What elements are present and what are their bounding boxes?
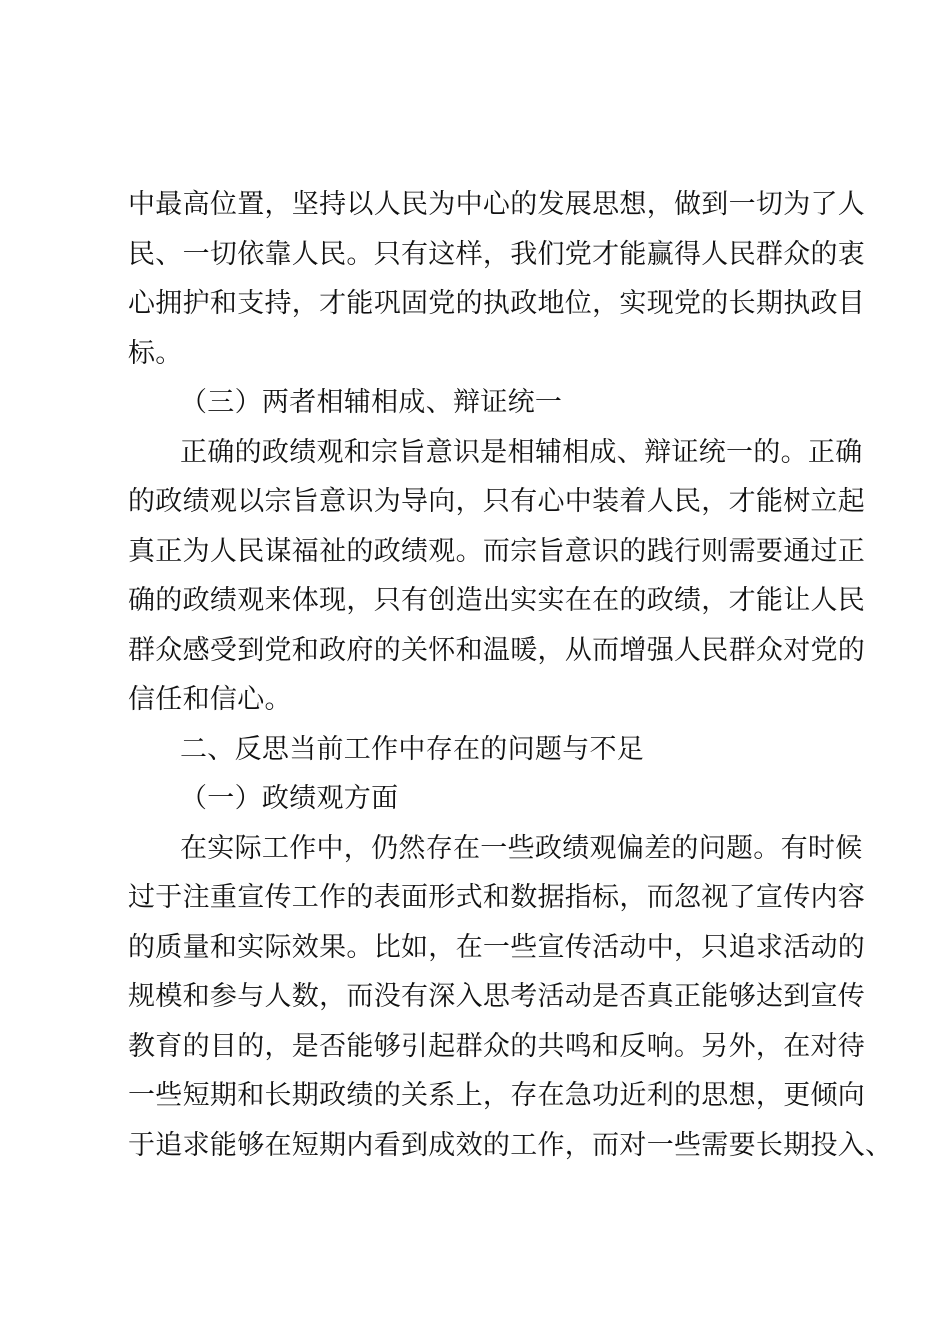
text-line: 规模和参与人数，而没有深入思考活动是否真正能够达到宣传 bbox=[128, 981, 866, 1012]
text-line: 标。 bbox=[128, 337, 183, 369]
text-line: 一些短期和长期政绩的关系上，存在急功近利的思想，更倾向 bbox=[128, 1080, 866, 1111]
text-line: 信任和信心。 bbox=[128, 684, 292, 715]
text-line: 教育的目的，是否能够引起群众的共鸣和反响。另外，在对待 bbox=[128, 1030, 866, 1062]
text-line: 民、一切依靠人民。只有这样，我们党才能赢得人民群众的衷 bbox=[128, 238, 866, 270]
text-line: 心拥护和支持，才能巩固党的执政地位，实现党的长期执政目 bbox=[128, 288, 866, 319]
section-heading: （三）两者相辅相成、辩证统一 bbox=[180, 387, 563, 418]
section-heading: （一）政绩观方面 bbox=[180, 783, 399, 814]
paragraph-start-line: 在实际工作中，仍然存在一些政绩观偏差的问题。有时候 bbox=[180, 832, 863, 864]
text-line: 于追求能够在短期内看到成效的工作，而对一些需要长期投入、 bbox=[128, 1129, 893, 1161]
text-line: 过于注重宣传工作的表面形式和数据指标，而忽视了宣传内容 bbox=[128, 882, 866, 913]
chapter-heading: 二、反思当前工作中存在的问题与不足 bbox=[180, 733, 645, 765]
document-body bbox=[128, 180, 893, 1170]
text-line: 确的政绩观来体现，只有创造出实实在在的政绩，才能让人民 bbox=[128, 585, 866, 616]
paragraph-start-line: 正确的政绩观和宗旨意识是相辅相成、辩证统一的。正确 bbox=[180, 436, 863, 468]
text-line: 的政绩观以宗旨意识为导向，只有心中装着人民，才能树立起 bbox=[128, 486, 866, 517]
text-line: 真正为人民谋福祉的政绩观。而宗旨意识的践行则需要通过正 bbox=[128, 535, 866, 567]
text-line: 群众感受到党和政府的关怀和温暖，从而增强人民群众对党的 bbox=[128, 634, 866, 666]
text-line: 中最高位置，坚持以人民为中心的发展思想，做到一切为了人 bbox=[128, 189, 866, 220]
text-line: 的质量和实际效果。比如，在一些宣传活动中，只追求活动的 bbox=[128, 931, 866, 963]
